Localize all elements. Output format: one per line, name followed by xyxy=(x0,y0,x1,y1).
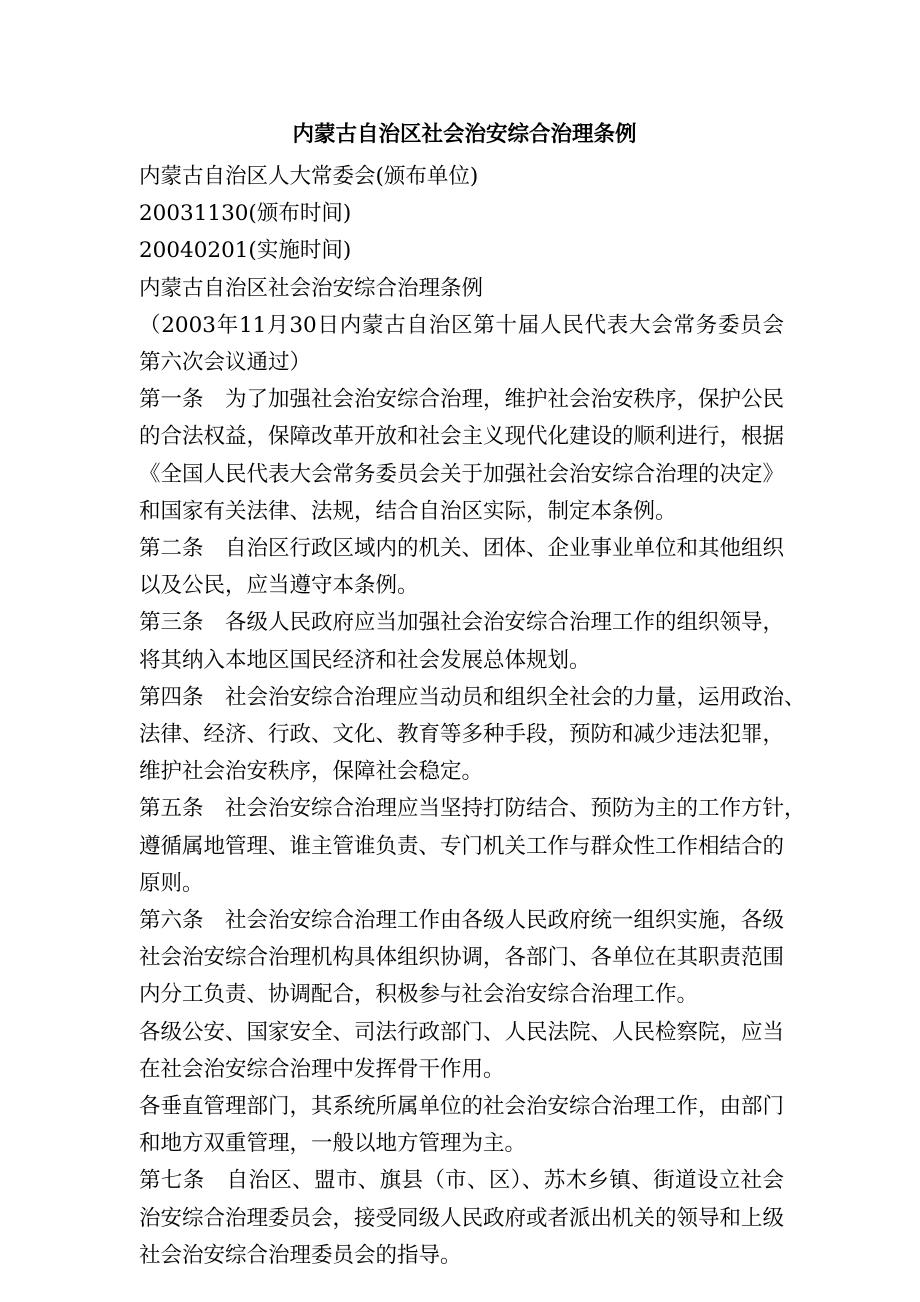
text-line: 原则。 xyxy=(139,870,204,896)
text-line: 第二条 自治区行政区域内的机关、团体、企业事业单位和其他组织 xyxy=(139,536,785,562)
text-line: 第五条 社会治安综合治理应当坚持打防结合、预防为主的工作方针， xyxy=(139,796,806,822)
text-line: 20040201(实施时间) xyxy=(139,238,352,264)
text-line: 和国家有关法律、法规，结合自治区实际，制定本条例。 xyxy=(139,498,677,524)
text-line: （2003年11月30日内蒙古自治区第十届人民代表大会常务委员会 xyxy=(139,312,784,338)
text-line: 第四条 社会治安综合治理应当动员和组织全社会的力量，运用政治、 xyxy=(139,684,806,710)
text-line: 法律、经济、行政、文化、教育等多种手段，预防和减少违法犯罪， xyxy=(139,722,785,748)
text-line: 社会治安综合治理机构具体组织协调，各部门、各单位在其职责范围 xyxy=(139,945,785,971)
document-body xyxy=(139,158,806,1274)
text-line: 内分工负责、协调配合，积极参与社会治安综合治理工作。 xyxy=(139,982,699,1008)
text-line: 20031130(颁布时间) xyxy=(139,201,352,227)
text-line: 社会治安综合治理委员会的指导。 xyxy=(139,1242,462,1268)
text-line: 的合法权益，保障改革开放和社会主义现代化建设的顺利进行，根据 xyxy=(139,424,785,450)
document-content xyxy=(139,112,806,1274)
text-line: 第三条 各级人民政府应当加强社会治安综合治理工作的组织领导， xyxy=(139,610,785,636)
text-line: 内蒙古自治区社会治安综合治理条例 xyxy=(139,275,484,301)
text-line: 遵循属地管理、谁主管谁负责、专门机关工作与群众性工作相结合的 xyxy=(139,833,785,859)
text-line: 和地方双重管理，一般以地方管理为主。 xyxy=(139,1131,527,1157)
text-line: 《全国人民代表大会常务委员会关于加强社会治安综合治理的决定》 xyxy=(139,461,785,487)
text-line: 第六次会议通过） xyxy=(139,350,312,376)
text-line: 维护社会治安秩序，保障社会稳定。 xyxy=(139,759,484,785)
text-line: 治安综合治理委员会，接受同级人民政府或者派出机关的领导和上级 xyxy=(139,1205,785,1231)
text-line: 各级公安、国家安全、司法行政部门、人民法院、人民检察院，应当 xyxy=(139,1019,785,1045)
text-line: 将其纳入本地区国民经济和社会发展总体规划。 xyxy=(139,647,591,673)
text-line: 第六条 社会治安综合治理工作由各级人民政府统一组织实施，各级 xyxy=(139,908,785,934)
text-line: 第七条 自治区、盟市、旗县（市、区）、苏木乡镇、街道设立社会 xyxy=(139,1168,784,1194)
text-line: 第一条 为了加强社会治安综合治理，维护社会治安秩序，保护公民 xyxy=(139,387,785,413)
text-line: 各垂直管理部门，其系统所属单位的社会治安综合治理工作，由部门 xyxy=(139,1094,785,1120)
text-line: 在社会治安综合治理中发挥骨干作用。 xyxy=(139,1056,505,1082)
text-line: 内蒙古自治区人大常委会(颁布单位) xyxy=(139,164,479,189)
document-title: 内蒙古自治区社会治安综合治理条例 xyxy=(292,122,637,147)
text-line: 以及公民，应当遵守本条例。 xyxy=(139,573,419,599)
